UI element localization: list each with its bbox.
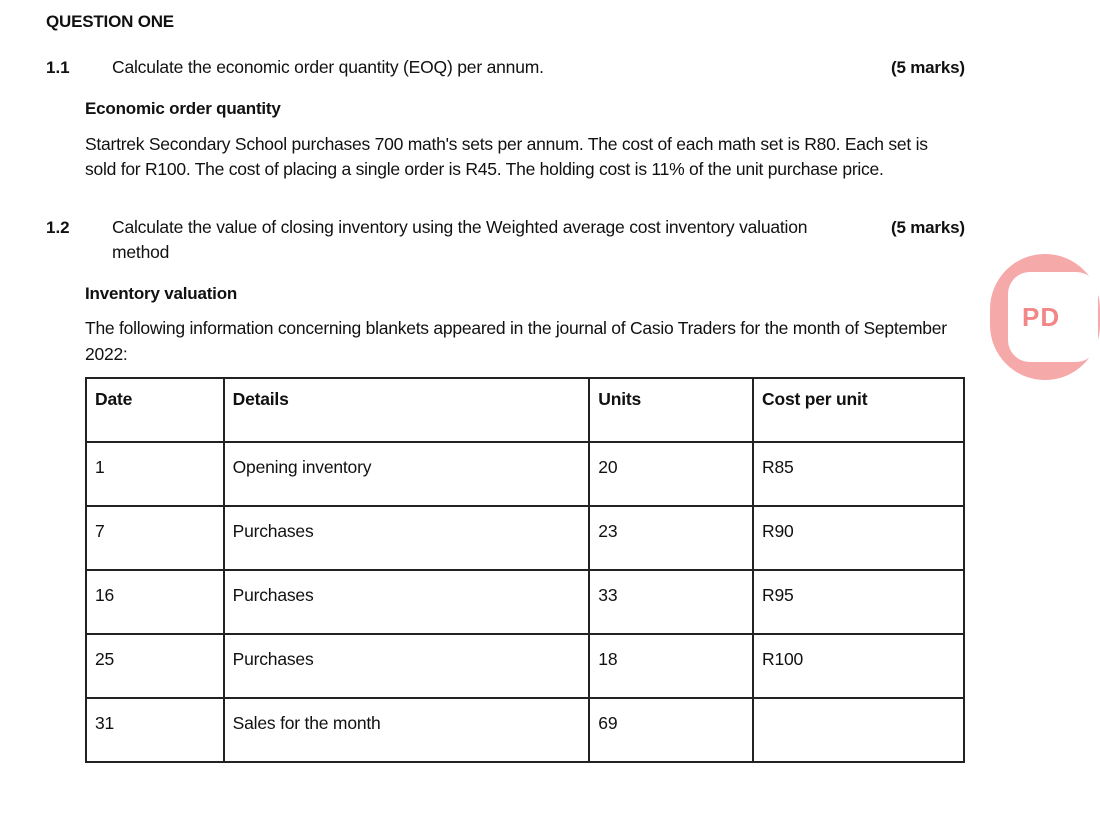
cell-date: 7 (86, 506, 224, 570)
cell-details: Sales for the month (224, 698, 590, 762)
cell-cost (753, 698, 964, 762)
cell-details: Purchases (224, 634, 590, 698)
cell-units: 33 (589, 570, 753, 634)
cell-date: 25 (86, 634, 224, 698)
table-row (86, 506, 964, 570)
cell-date: 31 (86, 698, 224, 762)
table-row (86, 442, 964, 506)
header-details: Details (224, 378, 590, 442)
cell-cost: R85 (753, 442, 964, 506)
table-row (86, 634, 964, 698)
cell-cost: R100 (753, 634, 964, 698)
header-units: Units (589, 378, 753, 442)
inventory-table (85, 377, 965, 763)
inventory-paragraph-line-2: 2022: (85, 344, 128, 364)
table-header-row (86, 378, 964, 442)
marks-1-2: (5 marks) (891, 218, 965, 237)
cell-units: 23 (589, 506, 753, 570)
pdf-icon: PD (1022, 302, 1061, 332)
table-row (86, 698, 964, 762)
question-text-1-2-line-2: method (112, 242, 170, 262)
cell-units: 18 (589, 634, 753, 698)
question-number-1-1: 1.1 (46, 58, 70, 77)
eoq-paragraph-line-1: Startrek Secondary School purchases 700 math's sets per annum. The cost of each math set is R80. Each set is (85, 134, 928, 154)
cell-cost: R95 (753, 570, 964, 634)
question-number-1-2: 1.2 (46, 218, 70, 237)
cell-details: Purchases (224, 506, 590, 570)
cell-date: 16 (86, 570, 224, 634)
cell-details: Purchases (224, 570, 590, 634)
subheading-eoq: Economic order quantity (85, 99, 281, 118)
cell-units: 69 (589, 698, 753, 762)
question-text-1-1: Calculate the economic order quantity (EOQ) per annum. (112, 57, 544, 77)
table-row (86, 570, 964, 634)
inventory-paragraph-line-1: The following information concerning blankets appeared in the journal of Casio Traders for the month of September (85, 318, 947, 338)
eoq-paragraph-line-2: sold for R100. The cost of placing a single order is R45. The holding cost is 11% of the unit purchase price. (85, 159, 884, 179)
cell-units: 20 (589, 442, 753, 506)
page-heading: QUESTION ONE (46, 12, 174, 31)
cell-cost: R90 (753, 506, 964, 570)
marks-1-1: (5 marks) (891, 58, 965, 77)
subheading-inventory-valuation: Inventory valuation (85, 284, 238, 303)
header-cost-per-unit: Cost per unit (753, 378, 964, 442)
cell-date: 1 (86, 442, 224, 506)
header-date: Date (86, 378, 224, 442)
question-text-1-2-line-1: Calculate the value of closing inventory using the Weighted average cost inventory valuation (112, 217, 808, 237)
cell-details: Opening inventory (224, 442, 590, 506)
